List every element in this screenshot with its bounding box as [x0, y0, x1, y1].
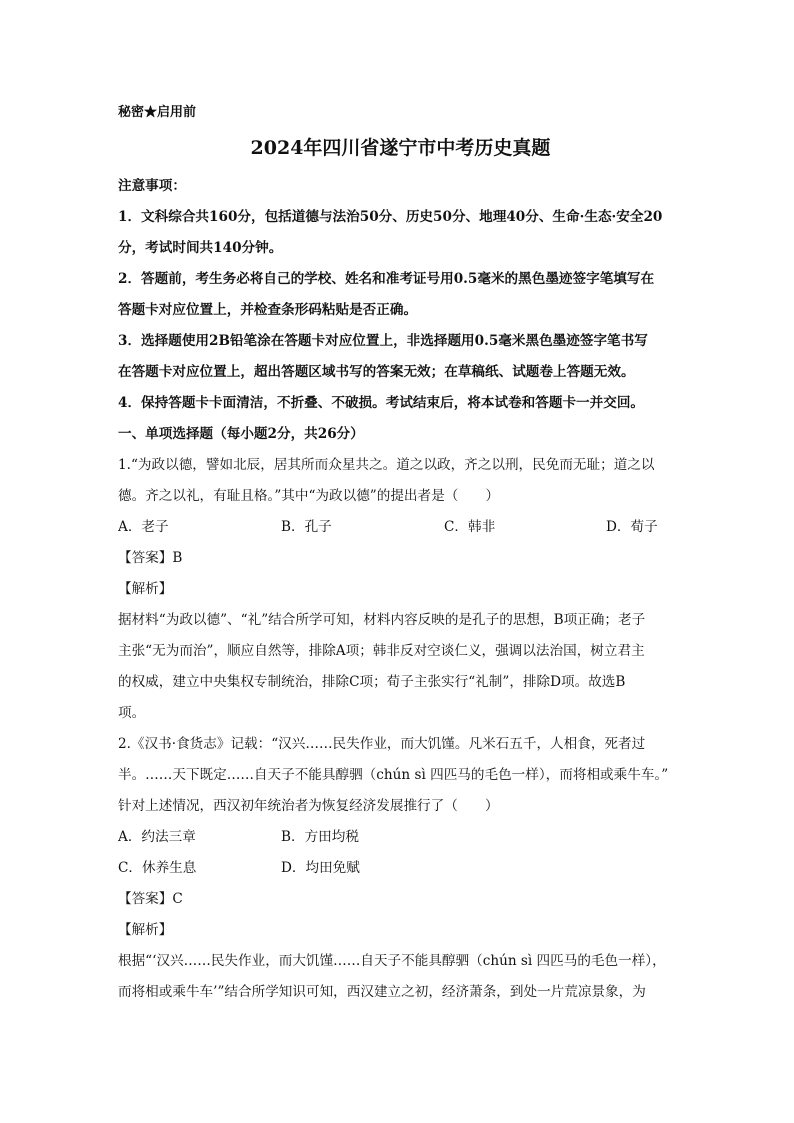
notice-line: 3．选择题使用2B铅笔涂在答题卡对应位置上，非选择题用0.5毫米黑色墨迹签字笔书写 — [118, 333, 648, 349]
notice-line: 在答题卡对应位置上，超出答题区域书写的答案无效；在草稿纸、试题卷上答题无效。 — [118, 364, 635, 380]
question-1-options — [118, 512, 683, 543]
question-1-analysis-label: 【解析】 — [118, 581, 173, 597]
notice-line: 1．文科综合共160分，包括道德与法治50分、历史50分、地理40分、生命·生态·安全20 — [118, 209, 663, 225]
option-d: D．均田免赋 — [281, 860, 360, 876]
question-1-stem: 1.“为政以德，譬如北辰，居其所而众星共之。道之以政，齐之以刑，民免而无耻；道之以 — [118, 457, 655, 473]
notice-line: 分，考试时间共140分钟。 — [118, 240, 283, 256]
option-b: B．孔子 — [281, 519, 332, 535]
question-1-analysis: 项。 — [118, 705, 146, 721]
notice-line: 答题卡对应位置上，并检查条形码粘贴是否正确。 — [118, 302, 418, 318]
section-title: 一、单项选择题（每小题2分，共26分） — [118, 426, 364, 442]
page-title: 2024年四川省遂宁市中考历史真题 — [250, 137, 551, 159]
question-1-answer: 【答案】B — [118, 550, 183, 566]
question-1-analysis: 据材料“为政以德”、“礼”结合所学可知，材料内容反映的是孔子的思想，B项正确；老子 — [118, 612, 646, 628]
question-2-stem: 2.《汉书·食货志》记载：“汉兴……民失作业，而大饥馑。凡米石五千，人相食，死者过 — [118, 736, 646, 752]
notice-line: 2．答题前，考生务必将自己的学校、姓名和准考证号用0.5毫米的黑色墨迹签字笔填写在 — [118, 271, 655, 287]
secret-label: 秘密★启用前 — [118, 105, 197, 120]
question-1-analysis: 主张“无为而治”，顺应自然等，排除A项；韩非反对空谈仁义，强调以法治国，树立君主 — [118, 643, 645, 659]
page-content — [118, 100, 683, 1008]
option-c: C．休养生息 — [118, 860, 197, 876]
question-2-stem: 半。……天下既定……自天子不能具醇驷（chún sì 四匹马的毛色一样），而将相或乘牛车。” — [118, 767, 669, 783]
question-2-answer: 【答案】C — [118, 891, 183, 907]
question-1-analysis: 的权威，建立中央集权专制统治，排除C项；荀子主张实行“礼制”，排除D项。故选B — [118, 674, 626, 690]
question-2-analysis: 根据“‘汉兴……民失作业，而大饥馑……自天子不能具醇驷（chún sì 四匹马的毛色一样）， — [118, 953, 666, 969]
question-2-analysis: 而将相或乘牛车’”结合所学知识可知，西汉建立之初，经济萧条，到处一片荒凉景象，为 — [118, 984, 646, 1000]
option-a: A．老子 — [118, 519, 169, 535]
option-c: C．韩非 — [444, 519, 496, 535]
option-a: A．约法三章 — [118, 829, 196, 845]
question-2-stem: 针对上述情况，西汉初年统治者为恢复经济发展推行了（ ） — [118, 798, 499, 814]
question-1-stem: 德。齐之以礼，有耻且格。”其中“为政以德”的提出者是（ ） — [118, 488, 500, 504]
question-2-analysis-label: 【解析】 — [118, 922, 173, 938]
notice-heading: 注意事项： — [118, 178, 186, 194]
notice-line: 4．保持答题卡卡面清洁，不折叠、不破损。考试结束后，将本试卷和答题卡一并交回。 — [118, 395, 645, 411]
option-d: D．荀子 — [606, 519, 658, 535]
option-b: B．方田均税 — [281, 829, 359, 845]
question-2-options — [118, 853, 683, 884]
question-2-options — [118, 822, 683, 853]
